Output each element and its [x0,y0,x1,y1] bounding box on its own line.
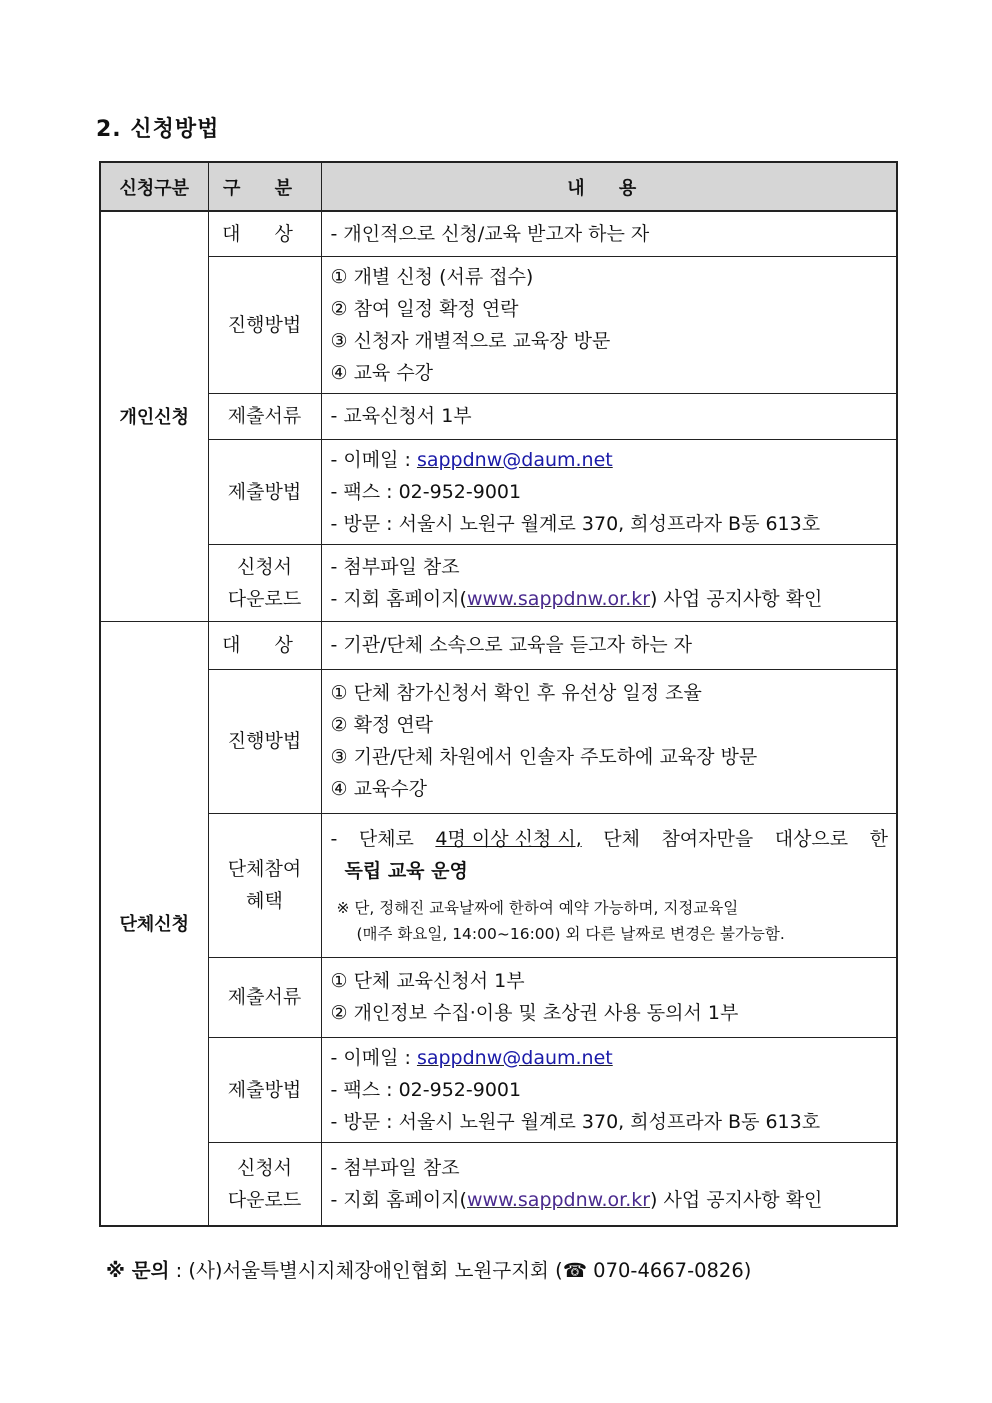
method-details [321,439,897,544]
label-benefit: 단체참여 혜택 [208,813,321,957]
fax-text: - 팩스 : 02-952-9001 [330,1078,522,1101]
homepage-link[interactable]: www.sappdnw.or.kr [466,1188,651,1211]
label-target: 대 상 [208,211,321,256]
label-docs: 제출서류 [208,957,321,1037]
phone-number: 070-4667-0826) [586,1259,752,1282]
table-row [100,957,897,1037]
process-step: ④ 교육수강 [330,778,427,800]
process-steps [321,256,897,393]
note-line: (매주 화요일, 14:00~16:00) 외 다른 날짜로 변경은 불가능함. [356,925,785,943]
attachment-text: - 첨부파일 참조 [330,1156,460,1179]
docs-list [321,957,897,1037]
header-content: 내 용 [321,162,897,211]
table-row [100,439,897,544]
table-row [100,256,897,393]
header-row [100,162,897,211]
email-link[interactable]: sappdnw@daum.net [416,1046,613,1069]
group-organization: 단체신청 [100,621,208,1226]
process-step: ② 참여 일정 확정 연락 [330,297,519,320]
download-details: - 첨부파일 참조 - 지회 홈페이지(www.sappdnw.or.kr) 사업 공지사항 확인 [321,544,897,621]
note-line: ※ 단, 정해진 교육날짜에 한하여 예약 가능하며, 지정교육일 [336,899,739,917]
section-title: 2. 신청방법 [96,117,220,142]
target-text: - 개인적으로 신청/교육 받고자 하는 자 [321,211,897,256]
fax-text: - 팩스 : 02-952-9001 [330,480,522,503]
inquiry-mark: ※ 문의 [106,1259,170,1282]
label-method: 제출방법 [208,1037,321,1142]
benefit-line: - 단체로 4명 이상 신청 시, 단체 참여자만을 대상으로 한 [330,828,888,850]
process-step: ② 확정 연락 [330,714,434,736]
phone-icon: ☎ [562,1259,587,1282]
visit-text: - 방문 : 서울시 노원구 월계로 370, 희성프라자 B동 613호 [330,1110,821,1133]
label-target: 대 상 [208,621,321,669]
table-row [100,813,897,957]
method-details [321,1037,897,1142]
process-steps [321,669,897,813]
application-method-table [99,161,898,1227]
label-download: 신청서 다운로드 [208,1142,321,1226]
table-row [100,211,897,256]
download-details: - 첨부파일 참조 - 지회 홈페이지(www.sappdnw.or.kr) 사업 공지사항 확인 [321,1142,897,1226]
target-text: - 기관/단체 소속으로 교육을 듣고자 하는 자 [321,621,897,669]
docs-item: ① 단체 교육신청서 1부 [330,970,525,992]
label-method: 제출방법 [208,439,321,544]
docs-text: - 교육신청서 1부 [321,393,897,439]
docs-item: ② 개인정보 수집·이용 및 초상권 사용 동의서 1부 [330,1002,739,1024]
process-step: ① 단체 참가신청서 확인 후 유선상 일정 조율 [330,682,702,704]
table-row [100,621,897,669]
label-process: 진행방법 [208,669,321,813]
table-row [100,1037,897,1142]
header-category: 구 분 [208,162,321,211]
group-individual: 개인신청 [100,211,208,621]
homepage-link[interactable]: www.sappdnw.or.kr [466,587,651,610]
table-row [100,544,897,621]
process-step: ① 개별 신청 (서류 접수) [330,265,534,288]
process-step: ③ 기관/단체 차원에서 인솔자 주도하에 교육장 방문 [330,746,758,768]
contact-footer: ※ 문의 : (사)서울특별시지체장애인협회 노원구지회 (☎ 070-4667-0826) [106,1259,752,1282]
email-link[interactable]: sappdnw@daum.net [416,448,613,471]
header-group: 신청구분 [100,162,208,211]
label-docs: 제출서류 [208,393,321,439]
email-prefix: - 이메일 : [330,448,417,471]
benefit-details [321,813,897,957]
table-row [100,1142,897,1226]
org-name: (사)서울특별시지체장애인협회 노원구지회 ( [188,1259,563,1282]
table-row [100,393,897,439]
label-process: 진행방법 [208,256,321,393]
visit-text: - 방문 : 서울시 노원구 월계로 370, 희성프라자 B동 613호 [330,512,821,535]
label-download: 신청서 다운로드 [208,544,321,621]
table-row [100,669,897,813]
attachment-text: - 첨부파일 참조 [330,555,460,578]
benefit-bold: 독립 교육 운영 [344,860,468,882]
email-prefix: - 이메일 : [330,1046,417,1069]
process-step: ③ 신청자 개별적으로 교육장 방문 [330,329,611,352]
process-step: ④ 교육 수강 [330,361,434,384]
